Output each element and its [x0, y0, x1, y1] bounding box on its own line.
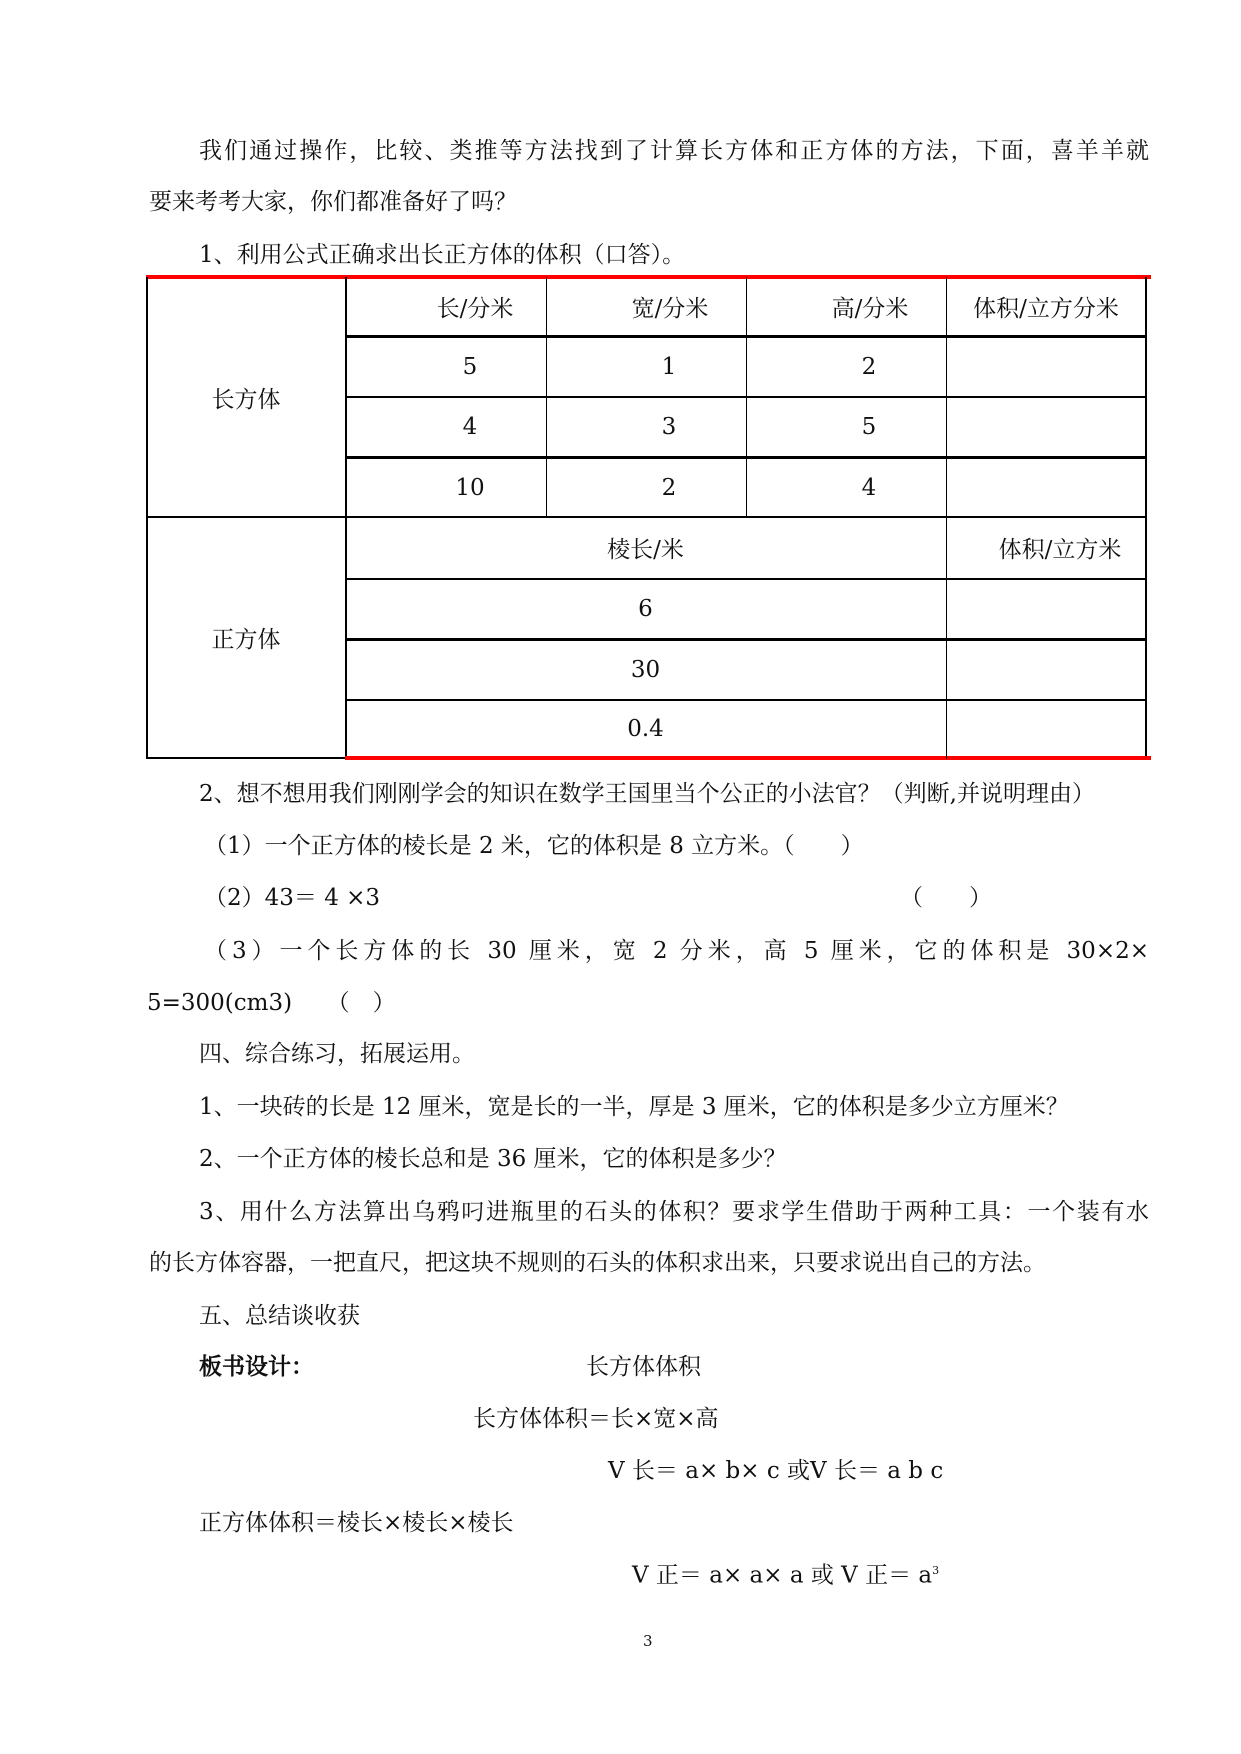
cuboid-volume-formula: 长方体体积＝长×宽×高: [473, 1406, 719, 1432]
cuboid-cell: 2: [861, 354, 877, 380]
cube-exponent: 3: [932, 1564, 940, 1577]
question-2-item-3-line-2: 5=300(cm3) （ ）: [147, 990, 396, 1016]
question-2-item-1: （1）一个正方体的棱长是 2 米，它的体积是 8 立方米。（ ）: [204, 833, 864, 859]
page-number: 3: [643, 1632, 653, 1650]
question-2-title: 2、想不想用我们刚刚学会的知识在数学王国里当个公正的小法官？（判断,并说明理由）: [199, 781, 1095, 807]
cuboid-label: 长方体: [211, 386, 281, 413]
question-2-item-2: （2）43＝ 4 ×3: [204, 885, 381, 911]
question-2-item-3-line-1: （3）一个长方体的长 30 厘米，宽 2 分米，高 5 厘米，它的体积是 30×2×: [204, 938, 1149, 964]
section-4-problem-3-line-1: 3、用什么方法算出乌鸦叼进瓶里的石头的体积？要求学生借助于两种工具：一个装有水: [199, 1199, 1149, 1225]
cube-cell: 6: [638, 596, 653, 622]
header-height: 高/分米: [831, 295, 909, 322]
table-border: [146, 757, 346, 759]
section-4-problem-3-line-2: 的长方体容器，一把直尺，把这块不规则的石头的体积求出来，只要求说出自己的方法。: [149, 1250, 1046, 1276]
cube-cell: 30: [630, 657, 661, 683]
cube-volume-symbolic-text: V 正＝ a× a× a 或 V 正＝ a: [632, 1562, 933, 1589]
section-4-problem-2: 2、一个正方体的棱长总和是 36 厘米，它的体积是多少？: [199, 1146, 787, 1172]
header-length: 长/分米: [436, 295, 514, 322]
cuboid-cell: 2: [661, 475, 677, 501]
cube-label: 正方体: [211, 626, 281, 653]
cuboid-cell: 1: [661, 354, 677, 380]
header-edge-length: 棱长/米: [607, 537, 684, 563]
cube-volume-symbolic: [632, 1556, 939, 1591]
cuboid-cell: 4: [462, 414, 478, 440]
cube-cell: 0.4: [627, 716, 664, 742]
cuboid-cell: 10: [455, 475, 485, 501]
cube-volume-formula: 正方体体积＝棱长×棱长×棱长: [199, 1510, 514, 1536]
intro-line-2: 要来考考大家，你们都准备好了吗？: [149, 189, 517, 215]
header-volume: 体积/立方分米: [973, 295, 1119, 322]
cuboid-volume-symbolic: V 长＝ a× b× c 或V 长＝ a b c: [608, 1458, 944, 1484]
question-2-item-2-blank: （ ）: [900, 885, 992, 911]
section-4-title: 四、综合练习，拓展运用。: [199, 1041, 475, 1067]
cuboid-cell: 3: [661, 414, 677, 440]
question-1-title: 1、利用公式正确求出长正方体的体积（口答）。: [199, 242, 686, 268]
section-4-problem-1: 1、一块砖的长是 12 厘米，宽是长的一半，厚是 3 厘米，它的体积是多少立方厘米？: [199, 1094, 1069, 1120]
cuboid-cell: 5: [861, 414, 877, 440]
header-width: 宽/分米: [631, 295, 709, 322]
board-design-label: 板书设计：: [199, 1353, 314, 1380]
intro-line-1: 我们通过操作，比较、类推等方法找到了计算长方体和正方体的方法，下面，喜羊羊就: [199, 138, 1149, 164]
section-5-title: 五、总结谈收获: [199, 1303, 360, 1329]
cuboid-cell: 5: [462, 354, 478, 380]
cuboid-cell: 4: [861, 475, 877, 501]
board-heading: 长方体体积: [586, 1354, 701, 1380]
header-cube-volume: 体积/立方米: [998, 537, 1122, 563]
